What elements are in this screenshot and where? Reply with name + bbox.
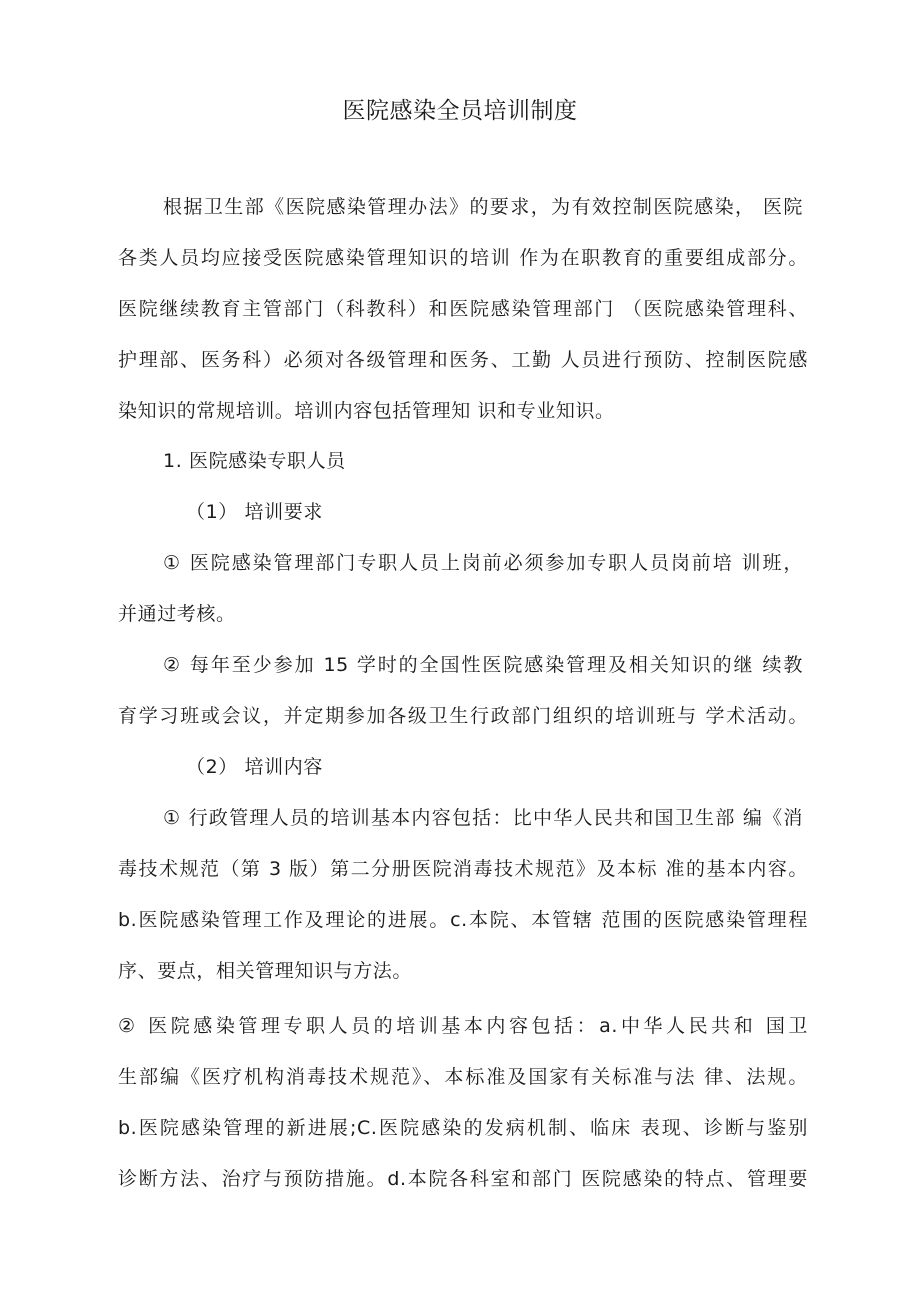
paragraph-line: b.医院感染管理工作及理论的进展。c.本院、本管辖 范围的医院感染管理程 [118,909,808,931]
subsection-heading: （1） 培训要求 [186,501,323,523]
paragraph-line: ② 医院感染管理专职人员的培训基本内容包括：a.中华人民共和 国卫 [118,1015,808,1037]
paragraph-line: 诊断方法、治疗与预防措施。d.本院各科室和部门 医院感染的特点、管理要 [118,1168,808,1190]
paragraph-line: 序、要点，相关管理知识与方法。 [118,960,413,982]
paragraph-line: 护理部、医务科）必须对各级管理和医务、工勤 人员进行预防、控制医院感 [118,349,808,371]
paragraph-line: 生部编《医疗机构消毒技术规范》、本标准及国家有关标准与法 律、法规。 [118,1066,808,1088]
paragraph-line: 育学习班或会议，并定期参加各级卫生行政部门组织的培训班与 学术活动。 [118,705,808,727]
paragraph-line: 并通过考核。 [118,603,236,625]
paragraph-line: 染知识的常规培训。培训内容包括管理知 识和专业知识。 [118,400,615,422]
subsection-heading: （2） 培训内容 [186,756,323,778]
paragraph-line: ① 行政管理人员的培训基本内容包括：比中华人民共和国卫生部 编《消 [163,807,803,829]
paragraph-line: b.医院感染管理的新进展;C.医院感染的发病机制、临床 表现、诊断与鉴别 [118,1117,808,1139]
paragraph-line: 医院继续教育主管部门（科教科）和医院感染管理部门 （医院感染管理科、 [118,298,808,320]
paragraph-line: 毒技术规范（第 3 版）第二分册医院消毒技术规范》及本标 准的基本内容。 [118,858,808,880]
paragraph-line: 各类人员均应接受医院感染管理知识的培训 作为在职教育的重要组成部分。 [118,247,808,269]
paragraph-line: ① 医院感染管理部门专职人员上岗前必须参加专职人员岗前培 训班， [163,552,803,574]
paragraph-line: 根据卫生部《医院感染管理办法》的要求，为有效控制医院感染， 医院 [163,196,803,218]
paragraph-line: ② 每年至少参加 15 学时的全国性医院感染管理及相关知识的继 续教 [163,654,803,676]
section-heading: 1. 医院感染专职人员 [163,450,346,472]
document-title: 医院感染全员培训制度 [342,98,578,124]
